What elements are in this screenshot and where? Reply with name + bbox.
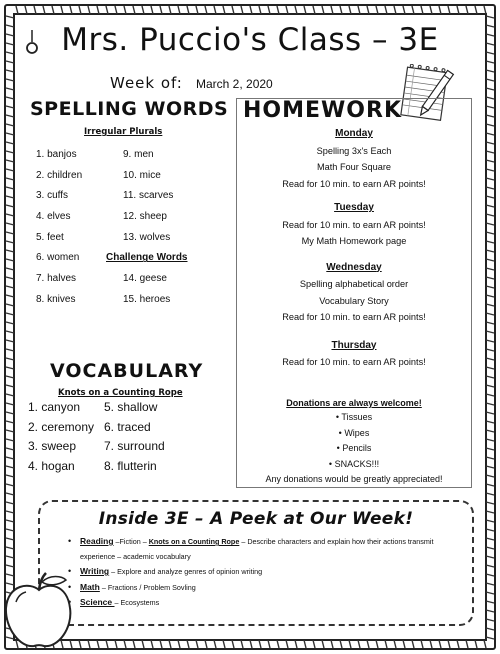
donation-item: • SNACKS!!! xyxy=(236,457,472,473)
homework-task: Spelling alphabetical order xyxy=(299,279,409,289)
homework-task: My Math Homework page xyxy=(301,236,407,246)
spelling-word: 10. mice xyxy=(123,169,161,181)
spelling-word: 11. scarves xyxy=(123,190,174,202)
science-description: – Ecosystems xyxy=(114,598,160,607)
spelling-word: 9. men xyxy=(123,149,154,160)
peek-week-title: Inside 3E – A Peek at Our Week! xyxy=(98,509,414,529)
vocabulary-word: 6. traced xyxy=(104,419,151,434)
vocabulary-heading: VOCABULARY xyxy=(50,360,204,382)
page-title: Mrs. Puccio's Class – 3E xyxy=(61,22,439,58)
subject-math: Math xyxy=(80,581,100,592)
donation-item: • Tissues xyxy=(236,410,472,426)
spelling-word: 6. women xyxy=(36,252,80,264)
spelling-heading: SPELLING WORDS xyxy=(30,98,229,120)
reading-book: Knots on a Counting Rope xyxy=(148,537,240,546)
homework-day-monday: Monday xyxy=(335,128,373,139)
challenge-words-label: Challenge Words xyxy=(106,252,188,264)
donation-item: • Wipes xyxy=(236,426,472,442)
spelling-word: 15. heroes xyxy=(123,293,171,305)
math-description: – Fractions / Problem Sovling xyxy=(99,582,196,592)
week-date: March 2, 2020 xyxy=(196,77,273,91)
irregular-plurals-label: Irregular Plurals xyxy=(84,127,163,137)
spelling-word: 4. elves xyxy=(36,211,71,223)
vocabulary-word: 8. flutterin xyxy=(104,458,157,473)
homework-task: Read for 10 min. to earn AR points! xyxy=(282,357,426,367)
homework-task: Read for 10 min. to earn AR points! xyxy=(282,178,426,189)
homework-task: Read for 10 min. to earn AR points! xyxy=(282,219,426,230)
homework-task: Math Four Square xyxy=(316,162,392,172)
apple-icon xyxy=(0,572,78,652)
week-label: Week of: xyxy=(110,74,183,92)
spelling-word: 5. feet xyxy=(36,231,64,243)
spelling-list-col1 xyxy=(36,145,82,311)
spelling-word: 12. sheep xyxy=(123,211,167,223)
subject-science: Science xyxy=(80,597,115,607)
homework-task: Vocabulary Story xyxy=(319,295,389,306)
donations-list xyxy=(236,410,472,472)
vocabulary-word: 4. hogan xyxy=(28,458,75,473)
homework-day-tuesday: Tuesday xyxy=(334,202,374,213)
vocabulary-list-col1 xyxy=(28,398,94,476)
homework-schedule xyxy=(236,126,472,371)
donations-section xyxy=(236,396,472,487)
homework-task: Read for 10 min. to earn AR points! xyxy=(282,312,426,322)
homework-day-thursday: Thursday xyxy=(331,339,377,351)
spelling-list-col2 xyxy=(106,145,188,311)
vocabulary-book-title: Knots on a Counting Rope xyxy=(58,388,183,398)
homework-task: Spelling 3x's Each xyxy=(316,145,392,156)
donations-title: Donations are always welcome! xyxy=(286,398,422,408)
donations-note: Any donations would be greatly appreciated! xyxy=(265,474,443,484)
spelling-word: 14. geese xyxy=(123,273,167,285)
peek-week-list xyxy=(64,534,464,611)
peek-item-writing xyxy=(64,564,464,580)
spelling-word: 3. cuffs xyxy=(36,190,69,202)
spelling-word: 7. halves xyxy=(36,273,77,285)
peek-item-science xyxy=(64,595,464,611)
spelling-word: 1. banjos xyxy=(36,149,77,160)
homework-heading: HOMEWORK xyxy=(243,98,402,123)
spelling-word: 8. knives xyxy=(36,293,76,305)
spelling-word: 2. children xyxy=(36,169,83,181)
vocabulary-word: 5. shallow xyxy=(104,400,158,414)
vocabulary-word: 7. surround xyxy=(104,439,165,453)
vocabulary-word: 2. ceremony xyxy=(28,419,95,434)
vocabulary-list-col2 xyxy=(104,398,165,476)
reading-description: – Describe characters and explain how their actions transmit experience – academic vocabulary xyxy=(80,537,434,561)
reading-genre: –Fiction – xyxy=(113,537,149,546)
vocabulary-word: 3. sweep xyxy=(28,439,77,453)
donation-item: • Pencils xyxy=(236,441,472,457)
peek-item-math xyxy=(64,580,464,596)
writing-description: – Explore and analyze genres of opinion writing xyxy=(109,567,263,576)
homework-day-wednesday: Wednesday xyxy=(326,261,382,273)
peek-item-reading xyxy=(64,534,464,564)
vocabulary-word: 1. canyon xyxy=(28,400,81,414)
subject-reading: Reading xyxy=(80,536,114,546)
spelling-word: 13. wolves xyxy=(123,231,171,243)
subject-writing: Writing xyxy=(80,566,110,576)
